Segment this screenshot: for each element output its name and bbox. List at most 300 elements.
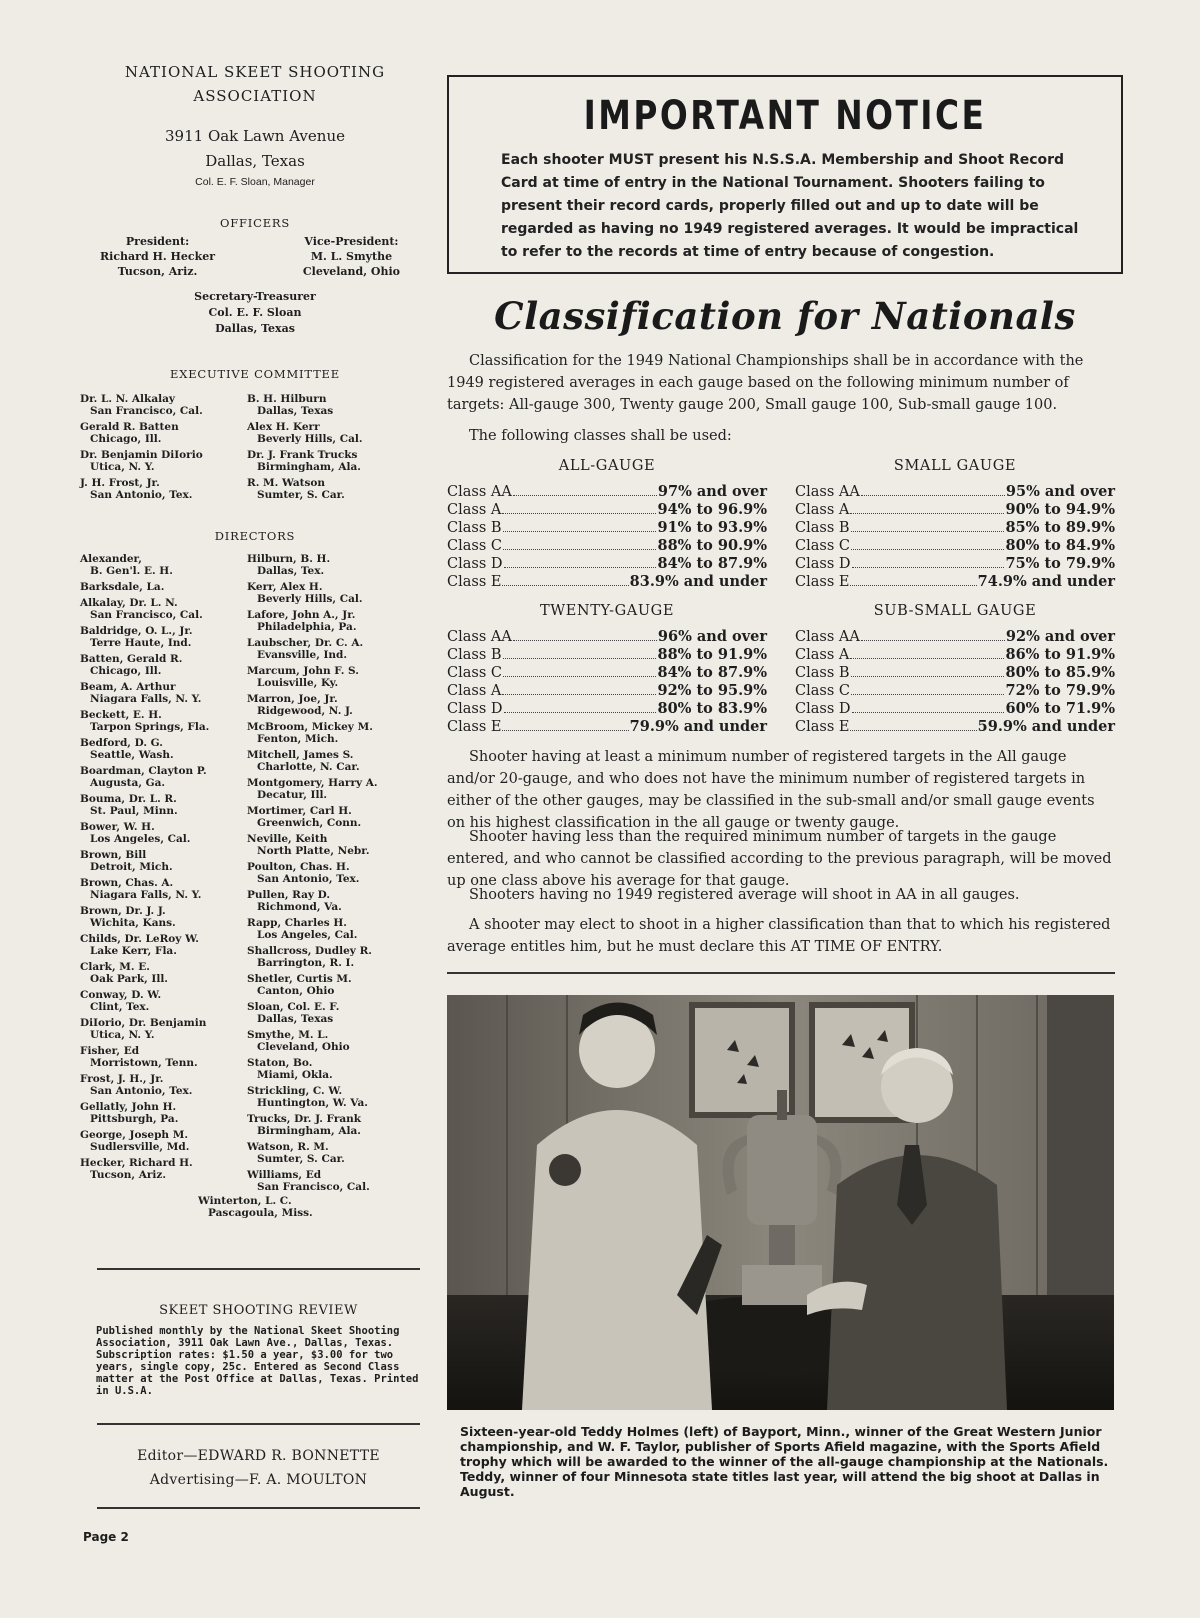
- committee-member-entry: [80, 477, 243, 501]
- director-location: Sumter, S. Car.: [257, 1153, 345, 1165]
- director-name: Williams, Ed: [247, 1169, 322, 1181]
- committee-member-entry: [247, 449, 410, 473]
- executive-committee-heading: EXECUTIVE COMMITTEE: [170, 367, 340, 381]
- director-name: Winterton, L. C.: [198, 1195, 292, 1207]
- director-entry: [247, 1113, 410, 1137]
- dot-leader: [852, 567, 1005, 568]
- director-entry: [247, 1169, 410, 1193]
- director-name: Poulton, Chas. H.: [247, 861, 350, 873]
- director-location: Cleveland, Ohio: [257, 1041, 350, 1053]
- committee-member-location: Beverly Hills, Cal.: [257, 433, 363, 445]
- director-name: Brown, Dr. J. J.: [80, 905, 166, 917]
- class-label: Class D: [795, 701, 851, 717]
- director-name: Conway, D. W.: [80, 989, 162, 1001]
- director-entry: [80, 905, 243, 929]
- class-label: Class C: [795, 683, 850, 699]
- class-range: 75% to 79.9%: [1005, 555, 1115, 572]
- class-label: Class E: [447, 574, 502, 590]
- director-location: Dallas, Texas: [257, 1013, 334, 1025]
- class-label: Class D: [447, 556, 503, 572]
- class-range: 96% and over: [657, 628, 767, 645]
- class-range: 94% to 96.9%: [657, 501, 767, 518]
- class-row: [795, 628, 1115, 646]
- director-location: Charlotte, N. Car.: [257, 761, 360, 773]
- class-range: 95% and over: [1005, 483, 1115, 500]
- director-location: Pittsburgh, Pa.: [90, 1113, 179, 1125]
- director-entry: [247, 553, 410, 577]
- director-entry: [247, 917, 410, 941]
- director-name: Sloan, Col. E. F.: [247, 1001, 340, 1013]
- director-name: George, Joseph M.: [80, 1129, 188, 1141]
- class-row: [447, 483, 767, 501]
- class-row: [447, 501, 767, 519]
- class-range: 88% to 91.9%: [657, 646, 767, 663]
- class-range: 72% to 79.9%: [1005, 682, 1115, 699]
- dot-leader: [851, 676, 1005, 677]
- class-row: [447, 628, 767, 646]
- dot-leader: [850, 730, 976, 731]
- rule-paragraph: Shooters having no 1949 registered average will shoot in AA in all gauges.: [469, 887, 1020, 903]
- class-row: [795, 718, 1115, 736]
- committee-member-name: Alex H. Kerr: [247, 421, 320, 433]
- director-entry: [247, 973, 410, 997]
- class-range: 80% to 85.9%: [1005, 664, 1115, 681]
- officer-secretary: [80, 289, 430, 337]
- classification-intro: Classification for the 1949 National Championships shall be in accordance with the 1949 registered averages in each gauge based on the following minimum number of targets: All-gauge 300, Twenty gauge 200, Small gauge 100, Sub-small gauge 100.: [447, 353, 1084, 413]
- all-gauge-table: [447, 483, 767, 591]
- directors-left: [80, 553, 243, 1197]
- class-range: 86% to 91.9%: [1005, 646, 1115, 663]
- director-entry: [80, 933, 243, 957]
- class-row: [447, 664, 767, 682]
- committee-member-name: Dr. J. Frank Trucks: [247, 449, 358, 461]
- director-name: Beam, A. Arthur: [80, 681, 176, 693]
- masthead-column: [80, 60, 430, 1223]
- executive-committee-right: [243, 393, 410, 505]
- rule-paragraph: Shooter having at least a minimum number of registered targets in the All gauge and/or 20-gauge, and who does not have the minimum number of registered targets in either of the other gauges, may be classified in the sub-small and/or small gauge events on his highest classification in the all gauge or twenty gauge.: [447, 749, 1095, 831]
- officer-location: Tucson, Ariz.: [117, 265, 198, 278]
- committee-member-name: Dr. L. N. Alkalay: [80, 393, 176, 405]
- twenty-gauge-heading: TWENTY-GAUGE: [539, 603, 675, 619]
- officer-title: Vice-President:: [304, 235, 399, 248]
- dot-leader: [503, 549, 657, 550]
- dot-leader: [503, 531, 657, 532]
- executive-committee-left: [80, 393, 243, 505]
- officer-name: Richard H. Hecker: [100, 250, 216, 263]
- director-entry: [247, 1029, 410, 1053]
- director-entry: [80, 653, 243, 677]
- class-row: [447, 537, 767, 555]
- director-name: Mortimer, Carl H.: [247, 805, 352, 817]
- director-entry: [247, 945, 410, 969]
- director-location: Miami, Okla.: [257, 1069, 333, 1081]
- officers-heading: OFFICERS: [219, 216, 291, 230]
- class-label: Class AA: [447, 629, 512, 645]
- director-name: Trucks, Dr. J. Frank: [247, 1113, 362, 1125]
- notice-title: IMPORTANT NOTICE: [583, 93, 987, 139]
- association-name-line1: NATIONAL SKEET SHOOTING: [124, 63, 386, 81]
- director-location: Clint, Tex.: [90, 1001, 150, 1013]
- committee-member-name: R. M. Watson: [247, 477, 326, 489]
- class-row: [795, 700, 1115, 718]
- twenty-gauge-table: [447, 628, 767, 736]
- director-name: Baldridge, O. L., Jr.: [80, 625, 193, 637]
- dot-leader: [502, 730, 628, 731]
- director-name: Kerr, Alex H.: [247, 581, 323, 593]
- class-range: 83.9% and under: [629, 573, 767, 590]
- director-entry: [247, 833, 410, 857]
- committee-member-entry: [247, 421, 410, 445]
- dot-leader: [502, 694, 656, 695]
- director-name: Boardman, Clayton P.: [80, 765, 207, 777]
- director-entry: [80, 821, 243, 845]
- director-entry: [80, 597, 243, 621]
- director-entry: [80, 989, 243, 1013]
- class-row: [795, 664, 1115, 682]
- director-entry: [80, 625, 243, 649]
- director-entry: [80, 877, 243, 901]
- class-row: [795, 682, 1115, 700]
- director-name: Mitchell, James S.: [247, 749, 354, 761]
- director-name: Laubscher, Dr. C. A.: [247, 637, 364, 649]
- rule-paragraph: A shooter may elect to shoot in a higher classification than that to which his registered average entitles him, but he must declare this AT TIME OF ENTRY.: [447, 917, 1111, 955]
- director-name: Alexander,: [80, 553, 142, 565]
- class-row: [447, 555, 767, 573]
- class-label: Class E: [795, 574, 850, 590]
- divider: [447, 972, 1115, 974]
- classification-title: Classification for Nationals: [494, 294, 1076, 338]
- director-entry: [247, 721, 410, 745]
- sub-small-gauge-heading: SUB-SMALL GAUGE: [873, 603, 1037, 619]
- class-label: Class AA: [795, 629, 860, 645]
- director-entry: [80, 765, 243, 789]
- director-name: Beckett, E. H.: [80, 709, 162, 721]
- dot-leader: [861, 640, 1005, 641]
- director-entry: [247, 1057, 410, 1081]
- director-entry: [247, 861, 410, 885]
- director-name: Watson, R. M.: [247, 1141, 329, 1153]
- dot-leader: [861, 495, 1005, 496]
- class-range: 80% to 83.9%: [657, 700, 767, 717]
- class-label: Class E: [795, 719, 850, 735]
- dot-leader: [850, 658, 1004, 659]
- director-entry: [80, 961, 243, 985]
- class-range: 92% and over: [1005, 628, 1115, 645]
- dot-leader: [502, 585, 628, 586]
- officer-location: Cleveland, Ohio: [302, 265, 400, 278]
- important-notice-box: [447, 75, 1123, 274]
- all-gauge-heading: ALL-GAUGE: [558, 458, 656, 474]
- director-entry: [198, 1195, 430, 1219]
- class-label: Class D: [795, 556, 851, 572]
- class-row: [795, 501, 1115, 519]
- director-name: Childs, Dr. LeRoy W.: [80, 933, 199, 945]
- class-label: Class C: [795, 538, 850, 554]
- director-name: Alkalay, Dr. L. N.: [80, 597, 178, 609]
- officer-name: Col. E. F. Sloan: [208, 306, 302, 319]
- photo-caption: Sixteen-year-old Teddy Holmes (left) of Bayport, Minn., winner of the Great Western Junior championship, and W. F. Taylor, publisher of Sports Afield magazine, with the Sports Afield trophy which will be awarded to the winner of the all-gauge championship at the Nationals. Teddy, winner of four Minnesota state titles last year, will attend the big shoot at Dallas in August.: [460, 1424, 1109, 1499]
- director-location: Birmingham, Ala.: [257, 1125, 361, 1137]
- director-location: Louisville, Ky.: [257, 677, 339, 689]
- director-location: Beverly Hills, Cal.: [257, 593, 363, 605]
- class-label: Class B: [447, 520, 502, 536]
- director-location: Niagara Falls, N. Y.: [90, 889, 202, 901]
- committee-member-entry: [247, 477, 410, 501]
- director-location: Morristown, Tenn.: [90, 1057, 198, 1069]
- director-location: San Francisco, Cal.: [90, 609, 203, 621]
- committee-member-location: San Francisco, Cal.: [90, 405, 203, 417]
- class-label: Class A: [447, 502, 502, 518]
- classes-intro-line: The following classes shall be used:: [469, 428, 732, 444]
- committee-member-name: Gerald R. Batten: [80, 421, 179, 433]
- director-name: Brown, Chas. A.: [80, 877, 174, 889]
- class-row: [795, 555, 1115, 573]
- class-row: [447, 519, 767, 537]
- association-name-line2: ASSOCIATION: [193, 87, 317, 105]
- class-row: [447, 682, 767, 700]
- director-name: Shallcross, Dudley R.: [247, 945, 372, 957]
- director-location: Evansville, Ind.: [257, 649, 348, 661]
- directors-right: [243, 553, 410, 1197]
- director-location: Augusta, Ga.: [90, 777, 166, 789]
- class-range: 74.9% and under: [977, 573, 1115, 590]
- director-name: Pullen, Ray D.: [247, 889, 331, 901]
- class-label: Class B: [447, 647, 502, 663]
- director-entry: [247, 581, 410, 605]
- divider: [97, 1423, 420, 1425]
- class-row: [795, 573, 1115, 591]
- editor-credit: Editor—EDWARD R. BONNETTE: [137, 1448, 380, 1464]
- director-location: Los Angeles, Cal.: [257, 929, 358, 941]
- director-entry: [80, 1017, 243, 1041]
- review-title: SKEET SHOOTING REVIEW: [159, 1303, 358, 1318]
- class-range: 92% to 95.9%: [657, 682, 767, 699]
- director-location: Greenwich, Conn.: [257, 817, 362, 829]
- notice-body: Each shooter MUST present his N.S.S.A. Membership and Shoot Record Card at time of entry in the National Tournament. Shooters failing to present their record cards, properly filled out and up to date will be regarded as having no 1949 registered averages. It would be impractical to refer to the records at time of entry because of congestion.: [501, 152, 1079, 260]
- officer-president: [100, 234, 215, 279]
- director-entry: [80, 849, 243, 873]
- class-label: Class AA: [795, 484, 860, 500]
- officer-name: M. L. Smythe: [310, 250, 393, 263]
- class-label: Class D: [447, 701, 503, 717]
- committee-member-entry: [80, 421, 243, 445]
- class-range: 79.9% and under: [629, 718, 767, 735]
- dot-leader: [513, 640, 657, 641]
- class-label: Class AA: [447, 484, 512, 500]
- director-location: Decatur, Ill.: [257, 789, 328, 801]
- staff-credits: [97, 1444, 420, 1492]
- committee-member-location: Dallas, Texas: [257, 405, 334, 417]
- class-label: Class A: [447, 683, 502, 699]
- directors-heading: DIRECTORS: [214, 529, 296, 543]
- small-gauge-table: [795, 483, 1115, 591]
- director-name: Strickling, C. W.: [247, 1085, 343, 1097]
- director-name: Marcum, John F. S.: [247, 665, 359, 677]
- dot-leader: [504, 712, 657, 713]
- director-entry: [80, 1045, 243, 1069]
- director-location: Philadelphia, Pa.: [257, 621, 357, 633]
- director-location: Fenton, Mich.: [257, 733, 339, 745]
- officers-grid: [100, 234, 400, 279]
- director-entry: [247, 777, 410, 801]
- director-name: Gellatly, John H.: [80, 1101, 177, 1113]
- director-location: Tarpon Springs, Fla.: [90, 721, 210, 733]
- director-name: McBroom, Mickey M.: [247, 721, 373, 733]
- trophy-photo: [447, 995, 1114, 1410]
- director-location: Ridgewood, N. J.: [257, 705, 353, 717]
- director-name: Hecker, Richard H.: [80, 1157, 193, 1169]
- director-location: Tucson, Ariz.: [90, 1169, 167, 1181]
- director-location: Niagara Falls, N. Y.: [90, 693, 202, 705]
- officer-vice-president: [303, 234, 400, 279]
- director-entry: [247, 665, 410, 689]
- class-label: Class C: [447, 538, 502, 554]
- class-row: [447, 718, 767, 736]
- director-entry: [80, 1073, 243, 1097]
- dot-leader: [503, 676, 657, 677]
- director-entry: [247, 749, 410, 773]
- director-location: B. Gen'l. E. H.: [90, 565, 173, 577]
- class-range: 84% to 87.9%: [657, 555, 767, 572]
- director-entry: [80, 553, 243, 577]
- director-location: Seattle, Wash.: [90, 749, 174, 761]
- dot-leader: [504, 567, 657, 568]
- class-label: Class A: [795, 502, 850, 518]
- director-name: Montgomery, Harry A.: [247, 777, 378, 789]
- dot-leader: [851, 531, 1005, 532]
- small-gauge-heading: SMALL GAUGE: [893, 458, 1017, 474]
- director-location: Terre Haute, Ind.: [90, 637, 192, 649]
- officer-title: President:: [125, 235, 190, 248]
- dot-leader: [513, 495, 657, 496]
- divider: [97, 1507, 420, 1509]
- director-name: Bouma, Dr. L. R.: [80, 793, 177, 805]
- director-location: Wichita, Kans.: [90, 917, 176, 929]
- class-label: Class B: [795, 520, 850, 536]
- photo-illustration: [447, 995, 1114, 1410]
- director-entry: [247, 637, 410, 661]
- director-entry: [247, 693, 410, 717]
- class-row: [795, 483, 1115, 501]
- director-location: St. Paul, Minn.: [90, 805, 178, 817]
- class-row: [795, 519, 1115, 537]
- dot-leader: [851, 549, 1005, 550]
- class-row: [447, 573, 767, 591]
- director-name: Batten, Gerald R.: [80, 653, 183, 665]
- director-entry: [80, 1101, 243, 1125]
- class-range: 97% and over: [657, 483, 767, 500]
- director-location: Dallas, Tex.: [257, 565, 325, 577]
- director-name: Smythe, M. L.: [247, 1029, 329, 1041]
- class-row: [795, 646, 1115, 664]
- divider: [97, 1268, 420, 1270]
- director-location: Richmond, Va.: [257, 901, 342, 913]
- class-range: 90% to 94.9%: [1005, 501, 1115, 518]
- address-street: 3911 Oak Lawn Avenue: [165, 127, 345, 145]
- director-name: Clark, M. E.: [80, 961, 150, 973]
- director-entry: [247, 1141, 410, 1165]
- class-row: [447, 646, 767, 664]
- committee-member-location: Sumter, S. Car.: [257, 489, 345, 501]
- director-entry: [80, 1157, 243, 1181]
- director-location: Pascagoula, Miss.: [208, 1207, 313, 1219]
- director-entry: [80, 793, 243, 817]
- committee-member-entry: [80, 449, 243, 473]
- director-location: Chicago, Ill.: [90, 665, 162, 677]
- directors-list: [80, 553, 410, 1197]
- director-name: Bower, W. H.: [80, 821, 155, 833]
- director-location: Oak Park, Ill.: [90, 973, 168, 985]
- director-name: Neville, Keith: [247, 833, 328, 845]
- director-entry: [247, 889, 410, 913]
- association-address: [80, 124, 430, 174]
- dot-leader: [851, 694, 1005, 695]
- class-label: Class B: [795, 665, 850, 681]
- director-entry: [80, 737, 243, 761]
- rule-paragraph: Shooter having less than the required minimum number of targets in the gauge entered, and who cannot be classified according to the previous paragraph, will be moved up one class above his average for that gauge.: [447, 829, 1112, 889]
- director-name: DiIorio, Dr. Benjamin: [80, 1017, 207, 1029]
- committee-member-entry: [247, 393, 410, 417]
- committee-member-name: Dr. Benjamin DiIorio: [80, 449, 203, 461]
- sub-small-gauge-table: [795, 628, 1115, 736]
- dot-leader: [503, 658, 657, 659]
- director-location: Utica, N. Y.: [90, 1029, 155, 1041]
- committee-member-location: Utica, N. Y.: [90, 461, 155, 473]
- dot-leader: [502, 513, 656, 514]
- class-row: [795, 537, 1115, 555]
- class-label: Class E: [447, 719, 502, 735]
- manager-line: Col. E. F. Sloan, Manager: [195, 176, 315, 188]
- director-name: Lafore, John A., Jr.: [247, 609, 356, 621]
- class-range: 84% to 87.9%: [657, 664, 767, 681]
- class-row: [447, 700, 767, 718]
- page-number: Page 2: [83, 1530, 129, 1544]
- director-entry: [247, 1001, 410, 1025]
- director-entry: [80, 581, 243, 593]
- director-location: North Platte, Nebr.: [257, 845, 370, 857]
- director-name: Hilburn, B. H.: [247, 553, 331, 565]
- address-city: Dallas, Texas: [205, 152, 305, 170]
- class-range: 91% to 93.9%: [657, 519, 767, 536]
- class-range: 80% to 84.9%: [1005, 537, 1115, 554]
- director-name: Shetler, Curtis M.: [247, 973, 352, 985]
- director-name: Marron, Joe, Jr.: [247, 693, 338, 705]
- director-name: Fisher, Ed: [80, 1045, 140, 1057]
- director-entry: [80, 1129, 243, 1153]
- director-location: Sudlersville, Md.: [90, 1141, 190, 1153]
- director-location: San Francisco, Cal.: [257, 1181, 370, 1193]
- director-name: Brown, Bill: [80, 849, 147, 861]
- committee-member-name: B. H. Hilburn: [247, 393, 327, 405]
- director-name: Bedford, D. G.: [80, 737, 163, 749]
- director-location: Lake Kerr, Fla.: [90, 945, 177, 957]
- director-location: San Antonio, Tex.: [257, 873, 360, 885]
- director-location: Detroit, Mich.: [90, 861, 173, 873]
- director-entry: [247, 609, 410, 633]
- officer-title: Secretary-Treasurer: [194, 290, 316, 303]
- class-range: 88% to 90.9%: [657, 537, 767, 554]
- association-name: [80, 60, 430, 108]
- dot-leader: [850, 513, 1004, 514]
- class-label: Class C: [447, 665, 502, 681]
- director-name: Staton, Bo.: [247, 1057, 313, 1069]
- dot-leader: [850, 585, 976, 586]
- committee-member-location: San Antonio, Tex.: [90, 489, 193, 501]
- director-name: Frost, J. H., Jr.: [80, 1073, 164, 1085]
- director-location: Los Angeles, Cal.: [90, 833, 191, 845]
- executive-committee-list: [80, 393, 410, 505]
- committee-member-entry: [80, 393, 243, 417]
